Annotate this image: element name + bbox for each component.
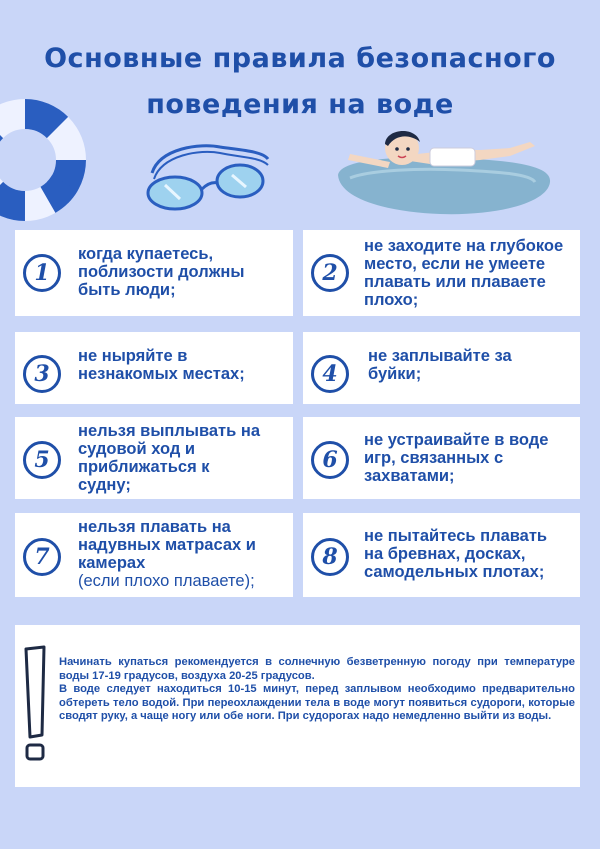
lifebuoy-icon bbox=[0, 95, 100, 225]
rule-text-8: не пытайтесь плавать на бревнах, досках, самодельных плотах; bbox=[364, 527, 548, 581]
rule-text-3: не ныряйте в незнакомых местах; bbox=[78, 347, 245, 383]
note-paragraph-2: В воде следует находиться 10-15 минут, перед заплывом необходимо предварительно обтереть тело водой. При переохлаждении тела в воде могут появиться судороги, которые сводят руку, а чаще ногу или обе ноги. При судорогах надо немедленно выйти из воды. bbox=[59, 683, 575, 723]
rule-card-8 bbox=[303, 513, 580, 597]
rule-text-1: когда купаетесь, поблизости должны быть люди; bbox=[78, 245, 245, 299]
swim-goggles-icon bbox=[140, 133, 275, 213]
safety-note-text bbox=[59, 656, 575, 724]
rule-number-7: 7 bbox=[23, 538, 61, 576]
rule-card-6 bbox=[303, 417, 580, 499]
rule-text-7: нельзя плавать на надувных матрасах и камерах (если плохо плаваете); bbox=[78, 518, 256, 590]
title-line-1: Основные правила безопасного bbox=[44, 43, 556, 74]
rule-card-5 bbox=[15, 417, 293, 499]
rule-number-2: 2 bbox=[311, 254, 349, 292]
rule-card-2 bbox=[303, 230, 580, 316]
note-paragraph-1: Начинать купаться рекомендуется в солнечную безветренную погоду при температуре воды 17-19 градусов, воздуха 20-25 градусов. bbox=[59, 656, 575, 682]
rule-text-6: не устраивайте в воде игр, связанных с захватами; bbox=[364, 431, 549, 485]
rule-card-4 bbox=[303, 332, 580, 404]
rule-card-7 bbox=[15, 513, 293, 597]
exclamation-icon bbox=[20, 645, 50, 765]
swimmer-illustration bbox=[330, 120, 560, 220]
rule-number-4: 4 bbox=[311, 355, 349, 393]
safety-note-card bbox=[15, 625, 580, 787]
rule-text-4: не заплывайте за буйки; bbox=[368, 347, 512, 383]
rule-card-1 bbox=[15, 230, 293, 316]
rule-text-2: не заходите на глубокое место, если не умеете плавать или плаваете плохо; bbox=[364, 237, 564, 309]
rule-number-3: 3 bbox=[23, 355, 61, 393]
rule-card-3 bbox=[15, 332, 293, 404]
title-line-2: поведения на воде bbox=[146, 89, 454, 120]
rule-number-1: 1 bbox=[23, 254, 61, 292]
rule-number-5: 5 bbox=[23, 441, 61, 479]
rule-text-5: нельзя выплывать на судовой ход и приближаться к судну; bbox=[78, 422, 261, 494]
rule-number-8: 8 bbox=[311, 538, 349, 576]
rule-number-6: 6 bbox=[311, 441, 349, 479]
